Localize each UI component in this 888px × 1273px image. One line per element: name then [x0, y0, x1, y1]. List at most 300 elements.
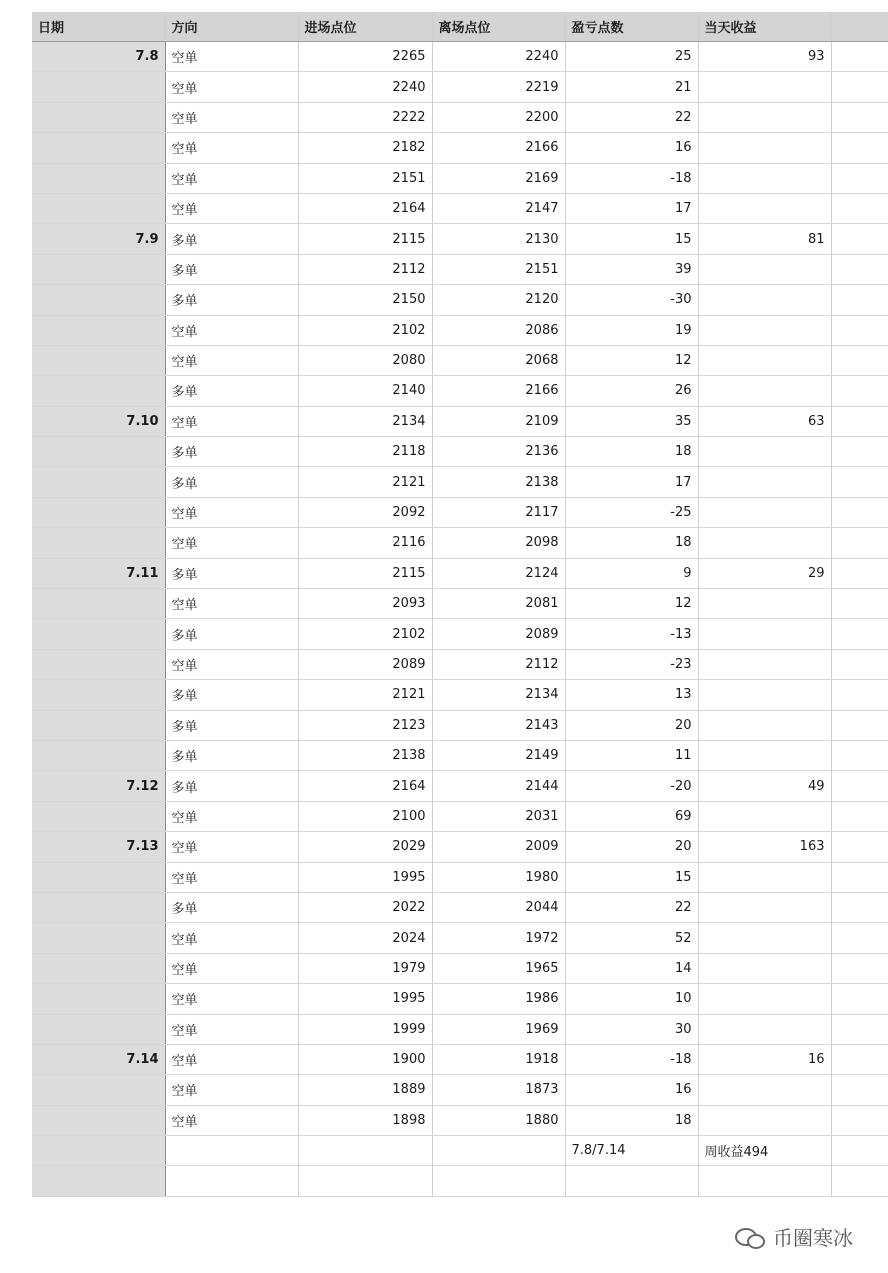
cell-daily-profit — [698, 254, 831, 284]
cell-pnl-points: 7.8/7.14 — [565, 1136, 698, 1166]
cell-entry-price: 2121 — [298, 680, 432, 710]
table-row — [32, 1105, 888, 1135]
cell-exit-price: 2166 — [432, 376, 565, 406]
cell-pnl-points: -18 — [565, 1044, 698, 1074]
cell-direction: 空单 — [165, 1044, 298, 1074]
cell-entry-price: 1898 — [298, 1105, 432, 1135]
cell-entry-price: 2140 — [298, 376, 432, 406]
cell-daily-profit — [698, 923, 831, 953]
cell-entry-price: 2222 — [298, 102, 432, 132]
cell-exit-price: 2109 — [432, 406, 565, 436]
cell-exit-price: 2081 — [432, 589, 565, 619]
cell-pnl-points: 17 — [565, 467, 698, 497]
cell-date — [32, 710, 165, 740]
cell-direction: 多单 — [165, 892, 298, 922]
cell-pnl-points: 39 — [565, 254, 698, 284]
cell-date — [32, 163, 165, 193]
cell-exit-price: 2136 — [432, 437, 565, 467]
cell-direction: 多单 — [165, 224, 298, 254]
table-row — [32, 345, 888, 375]
cell-exit-price: 2124 — [432, 558, 565, 588]
cell-date — [32, 133, 165, 163]
cell-pnl-points: 18 — [565, 1105, 698, 1135]
cell-extra — [831, 285, 888, 315]
cell-daily-profit — [698, 801, 831, 831]
cell-date — [32, 376, 165, 406]
table-row — [32, 102, 888, 132]
cell-pnl-points: 12 — [565, 345, 698, 375]
cell-daily-profit — [698, 102, 831, 132]
cell-pnl-points: 17 — [565, 193, 698, 223]
cell-direction: 多单 — [165, 376, 298, 406]
cell-extra — [831, 193, 888, 223]
cell-daily-profit — [698, 1105, 831, 1135]
header-direction: 方向 — [165, 12, 298, 42]
cell-entry-price: 2115 — [298, 224, 432, 254]
cell-exit-price: 2098 — [432, 528, 565, 558]
cell-direction: 多单 — [165, 680, 298, 710]
cell-direction — [165, 1136, 298, 1166]
cell-pnl-points: 25 — [565, 42, 698, 72]
cell-daily-profit: 93 — [698, 42, 831, 72]
table-row — [32, 254, 888, 284]
cell-exit-price: 2169 — [432, 163, 565, 193]
cell-date — [32, 892, 165, 922]
cell-daily-profit — [698, 467, 831, 497]
cell-entry-price: 2164 — [298, 771, 432, 801]
cell-pnl-points: -30 — [565, 285, 698, 315]
table-row — [32, 589, 888, 619]
cell-date — [32, 680, 165, 710]
cell-date — [32, 740, 165, 770]
header-exit-price: 离场点位 — [432, 12, 565, 42]
cell-direction: 空单 — [165, 862, 298, 892]
cell-entry-price: 2093 — [298, 589, 432, 619]
cell-extra — [831, 771, 888, 801]
cell-direction: 空单 — [165, 832, 298, 862]
table-row — [32, 285, 888, 315]
cell-direction: 空单 — [165, 528, 298, 558]
cell-daily-profit: 163 — [698, 832, 831, 862]
cell-daily-profit — [698, 984, 831, 1014]
cell-extra — [831, 984, 888, 1014]
cell-date — [32, 315, 165, 345]
cell-extra — [831, 345, 888, 375]
cell-daily-profit: 29 — [698, 558, 831, 588]
cell-date: 7.9 — [32, 224, 165, 254]
cell-exit-price: 2112 — [432, 649, 565, 679]
table-row — [32, 224, 888, 254]
cell-daily-profit — [698, 953, 831, 983]
cell-exit-price: 2149 — [432, 740, 565, 770]
cell-daily-profit — [698, 619, 831, 649]
cell-direction: 多单 — [165, 740, 298, 770]
cell-date — [32, 285, 165, 315]
header-daily-profit: 当天收益 — [698, 12, 831, 42]
cell-entry-price: 2240 — [298, 72, 432, 102]
cell-direction: 空单 — [165, 163, 298, 193]
cell-direction: 空单 — [165, 1075, 298, 1105]
header-entry-price: 进场点位 — [298, 12, 432, 42]
cell-pnl-points: 12 — [565, 589, 698, 619]
cell-direction: 空单 — [165, 345, 298, 375]
cell-direction: 空单 — [165, 406, 298, 436]
cell-extra — [831, 72, 888, 102]
cell-direction: 多单 — [165, 285, 298, 315]
table-row — [32, 801, 888, 831]
cell-date — [32, 984, 165, 1014]
table-row — [32, 72, 888, 102]
cell-pnl-points: 11 — [565, 740, 698, 770]
watermark — [735, 1222, 853, 1251]
cell-entry-price: 2151 — [298, 163, 432, 193]
cell-extra — [831, 740, 888, 770]
cell-daily-profit — [698, 589, 831, 619]
cell-extra — [831, 133, 888, 163]
cell-date — [32, 528, 165, 558]
cell-extra — [831, 102, 888, 132]
cell-entry-price: 2080 — [298, 345, 432, 375]
cell-extra — [831, 1136, 888, 1166]
cell-daily-profit — [698, 1075, 831, 1105]
cell-pnl-points: 15 — [565, 224, 698, 254]
table-row — [32, 1044, 888, 1074]
cell-date — [32, 589, 165, 619]
table-row — [32, 710, 888, 740]
table-row — [32, 1075, 888, 1105]
cell-daily-profit — [698, 437, 831, 467]
cell-pnl-points: 20 — [565, 832, 698, 862]
table-row — [32, 649, 888, 679]
cell-pnl-points: -23 — [565, 649, 698, 679]
cell-exit-price: 1873 — [432, 1075, 565, 1105]
cell-entry-price: 2102 — [298, 315, 432, 345]
table-row — [32, 437, 888, 467]
cell-daily-profit — [698, 163, 831, 193]
table-row — [32, 133, 888, 163]
cell-exit-price: 2151 — [432, 254, 565, 284]
cell-date — [32, 72, 165, 102]
table-row — [32, 771, 888, 801]
table-row — [32, 42, 888, 72]
cell-daily-profit — [698, 193, 831, 223]
cell-pnl-points: 18 — [565, 528, 698, 558]
cell-pnl-points: 15 — [565, 862, 698, 892]
cell-exit-price: 2009 — [432, 832, 565, 862]
cell-entry-price: 2022 — [298, 892, 432, 922]
cell-pnl-points: -18 — [565, 163, 698, 193]
table-row — [32, 315, 888, 345]
cell-date — [32, 1014, 165, 1044]
cell-pnl-points: -13 — [565, 619, 698, 649]
cell-pnl-points: 16 — [565, 133, 698, 163]
cell-pnl-points: 9 — [565, 558, 698, 588]
table-row — [32, 163, 888, 193]
cell-direction: 空单 — [165, 649, 298, 679]
cell-date — [32, 1166, 165, 1196]
cell-extra — [831, 315, 888, 345]
table-row — [32, 376, 888, 406]
cell-date: 7.13 — [32, 832, 165, 862]
cell-daily-profit — [698, 1166, 831, 1196]
table-row — [32, 193, 888, 223]
table-row — [32, 619, 888, 649]
table-row — [32, 528, 888, 558]
table-row — [32, 497, 888, 527]
cell-direction: 空单 — [165, 193, 298, 223]
cell-direction: 空单 — [165, 923, 298, 953]
cell-exit-price: 1972 — [432, 923, 565, 953]
cell-entry-price: 2121 — [298, 467, 432, 497]
cell-daily-profit: 周收益494 — [698, 1136, 831, 1166]
watermark-text: 币圈寒冰 — [773, 1226, 853, 1250]
cell-exit-price: 2200 — [432, 102, 565, 132]
wechat-icon — [735, 1226, 765, 1248]
cell-direction: 空单 — [165, 1014, 298, 1044]
table-row — [32, 1014, 888, 1044]
cell-direction: 空单 — [165, 102, 298, 132]
header-extra — [831, 12, 888, 42]
cell-daily-profit: 16 — [698, 1044, 831, 1074]
cell-entry-price: 1900 — [298, 1044, 432, 1074]
cell-date — [32, 801, 165, 831]
cell-entry-price: 1995 — [298, 862, 432, 892]
cell-exit-price: 2031 — [432, 801, 565, 831]
cell-extra — [831, 376, 888, 406]
cell-direction: 多单 — [165, 437, 298, 467]
cell-exit-price: 2086 — [432, 315, 565, 345]
cell-exit-price: 2120 — [432, 285, 565, 315]
cell-daily-profit — [698, 285, 831, 315]
table-row — [32, 892, 888, 922]
cell-daily-profit — [698, 680, 831, 710]
cell-exit-price: 1965 — [432, 953, 565, 983]
cell-entry-price: 2265 — [298, 42, 432, 72]
cell-extra — [831, 1014, 888, 1044]
cell-daily-profit — [698, 133, 831, 163]
cell-entry-price: 2029 — [298, 832, 432, 862]
table-body — [32, 42, 888, 1197]
cell-exit-price: 2089 — [432, 619, 565, 649]
cell-entry-price: 2150 — [298, 285, 432, 315]
cell-pnl-points: 30 — [565, 1014, 698, 1044]
cell-date — [32, 254, 165, 284]
trade-log-table — [32, 12, 888, 1197]
cell-direction: 多单 — [165, 619, 298, 649]
cell-entry-price: 1999 — [298, 1014, 432, 1044]
cell-direction: 空单 — [165, 589, 298, 619]
cell-extra — [831, 680, 888, 710]
cell-entry-price: 2164 — [298, 193, 432, 223]
cell-entry-price: 2118 — [298, 437, 432, 467]
cell-extra — [831, 437, 888, 467]
cell-direction: 空单 — [165, 1105, 298, 1135]
cell-pnl-points: 14 — [565, 953, 698, 983]
cell-entry-price: 2115 — [298, 558, 432, 588]
table-row — [32, 1136, 888, 1166]
cell-entry-price: 2089 — [298, 649, 432, 679]
table-row — [32, 1166, 888, 1196]
cell-direction: 多单 — [165, 710, 298, 740]
cell-date — [32, 1136, 165, 1166]
cell-pnl-points: 69 — [565, 801, 698, 831]
cell-extra — [831, 862, 888, 892]
cell-date — [32, 193, 165, 223]
cell-exit-price: 2068 — [432, 345, 565, 375]
cell-pnl-points: 16 — [565, 1075, 698, 1105]
cell-entry-price: 2123 — [298, 710, 432, 740]
table-row — [32, 953, 888, 983]
cell-extra — [831, 1075, 888, 1105]
cell-direction: 空单 — [165, 497, 298, 527]
table-row — [32, 923, 888, 953]
cell-date — [32, 497, 165, 527]
cell-date — [32, 102, 165, 132]
table-row — [32, 406, 888, 436]
cell-daily-profit — [698, 345, 831, 375]
cell-direction: 空单 — [165, 801, 298, 831]
cell-extra — [831, 224, 888, 254]
header-date: 日期 — [32, 12, 165, 42]
cell-direction: 空单 — [165, 315, 298, 345]
cell-pnl-points: 13 — [565, 680, 698, 710]
cell-date: 7.10 — [32, 406, 165, 436]
cell-direction: 空单 — [165, 984, 298, 1014]
cell-entry-price: 1889 — [298, 1075, 432, 1105]
cell-extra — [831, 467, 888, 497]
cell-daily-profit — [698, 497, 831, 527]
cell-exit-price: 1880 — [432, 1105, 565, 1135]
cell-date — [32, 619, 165, 649]
cell-daily-profit — [698, 740, 831, 770]
cell-entry-price: 2102 — [298, 619, 432, 649]
table-row — [32, 984, 888, 1014]
cell-extra — [831, 892, 888, 922]
cell-date — [32, 467, 165, 497]
cell-date — [32, 345, 165, 375]
cell-pnl-points: 52 — [565, 923, 698, 953]
cell-daily-profit: 63 — [698, 406, 831, 436]
cell-date — [32, 1105, 165, 1135]
table-row — [32, 832, 888, 862]
table-row — [32, 680, 888, 710]
cell-daily-profit — [698, 892, 831, 922]
cell-exit-price: 2143 — [432, 710, 565, 740]
cell-date — [32, 923, 165, 953]
cell-pnl-points: 10 — [565, 984, 698, 1014]
cell-pnl-points: 35 — [565, 406, 698, 436]
cell-date — [32, 953, 165, 983]
cell-direction — [165, 1166, 298, 1196]
cell-extra — [831, 528, 888, 558]
cell-entry-price: 2112 — [298, 254, 432, 284]
cell-daily-profit: 81 — [698, 224, 831, 254]
cell-extra — [831, 619, 888, 649]
cell-exit-price — [432, 1166, 565, 1196]
cell-pnl-points: 19 — [565, 315, 698, 345]
cell-date: 7.12 — [32, 771, 165, 801]
cell-entry-price — [298, 1166, 432, 1196]
cell-exit-price: 2138 — [432, 467, 565, 497]
cell-direction: 空单 — [165, 42, 298, 72]
cell-daily-profit — [698, 72, 831, 102]
table-row — [32, 467, 888, 497]
cell-daily-profit — [698, 315, 831, 345]
cell-date — [32, 862, 165, 892]
cell-pnl-points: 26 — [565, 376, 698, 406]
cell-entry-price: 2100 — [298, 801, 432, 831]
cell-direction: 空单 — [165, 953, 298, 983]
cell-date — [32, 649, 165, 679]
cell-pnl-points: -20 — [565, 771, 698, 801]
cell-direction: 多单 — [165, 771, 298, 801]
cell-pnl-points: 18 — [565, 437, 698, 467]
cell-pnl-points: -25 — [565, 497, 698, 527]
cell-exit-price: 1986 — [432, 984, 565, 1014]
cell-extra — [831, 42, 888, 72]
cell-direction: 多单 — [165, 254, 298, 284]
cell-exit-price: 1918 — [432, 1044, 565, 1074]
cell-exit-price — [432, 1136, 565, 1166]
header-pnl-points: 盈亏点数 — [565, 12, 698, 42]
cell-daily-profit — [698, 528, 831, 558]
cell-entry-price: 2092 — [298, 497, 432, 527]
table-header — [32, 12, 888, 42]
cell-extra — [831, 558, 888, 588]
cell-entry-price: 2024 — [298, 923, 432, 953]
cell-date: 7.14 — [32, 1044, 165, 1074]
cell-extra — [831, 953, 888, 983]
cell-extra — [831, 649, 888, 679]
cell-direction: 空单 — [165, 72, 298, 102]
table-row — [32, 862, 888, 892]
cell-exit-price: 2166 — [432, 133, 565, 163]
cell-extra — [831, 1044, 888, 1074]
table-row — [32, 558, 888, 588]
cell-extra — [831, 801, 888, 831]
cell-extra — [831, 406, 888, 436]
cell-direction: 空单 — [165, 133, 298, 163]
cell-extra — [831, 589, 888, 619]
cell-exit-price: 1969 — [432, 1014, 565, 1044]
cell-pnl-points — [565, 1166, 698, 1196]
cell-pnl-points: 22 — [565, 892, 698, 922]
cell-extra — [831, 163, 888, 193]
cell-extra — [831, 254, 888, 284]
cell-daily-profit: 49 — [698, 771, 831, 801]
cell-date — [32, 437, 165, 467]
cell-daily-profit — [698, 376, 831, 406]
cell-entry-price: 1995 — [298, 984, 432, 1014]
cell-exit-price: 2147 — [432, 193, 565, 223]
cell-entry-price: 1979 — [298, 953, 432, 983]
cell-date — [32, 1075, 165, 1105]
cell-pnl-points: 20 — [565, 710, 698, 740]
cell-extra — [831, 1166, 888, 1196]
cell-daily-profit — [698, 1014, 831, 1044]
cell-exit-price: 2240 — [432, 42, 565, 72]
cell-direction: 多单 — [165, 558, 298, 588]
cell-exit-price: 2134 — [432, 680, 565, 710]
cell-daily-profit — [698, 710, 831, 740]
cell-extra — [831, 923, 888, 953]
cell-entry-price: 2182 — [298, 133, 432, 163]
cell-exit-price: 2117 — [432, 497, 565, 527]
table-row — [32, 740, 888, 770]
cell-date: 7.8 — [32, 42, 165, 72]
cell-direction: 多单 — [165, 467, 298, 497]
cell-entry-price — [298, 1136, 432, 1166]
